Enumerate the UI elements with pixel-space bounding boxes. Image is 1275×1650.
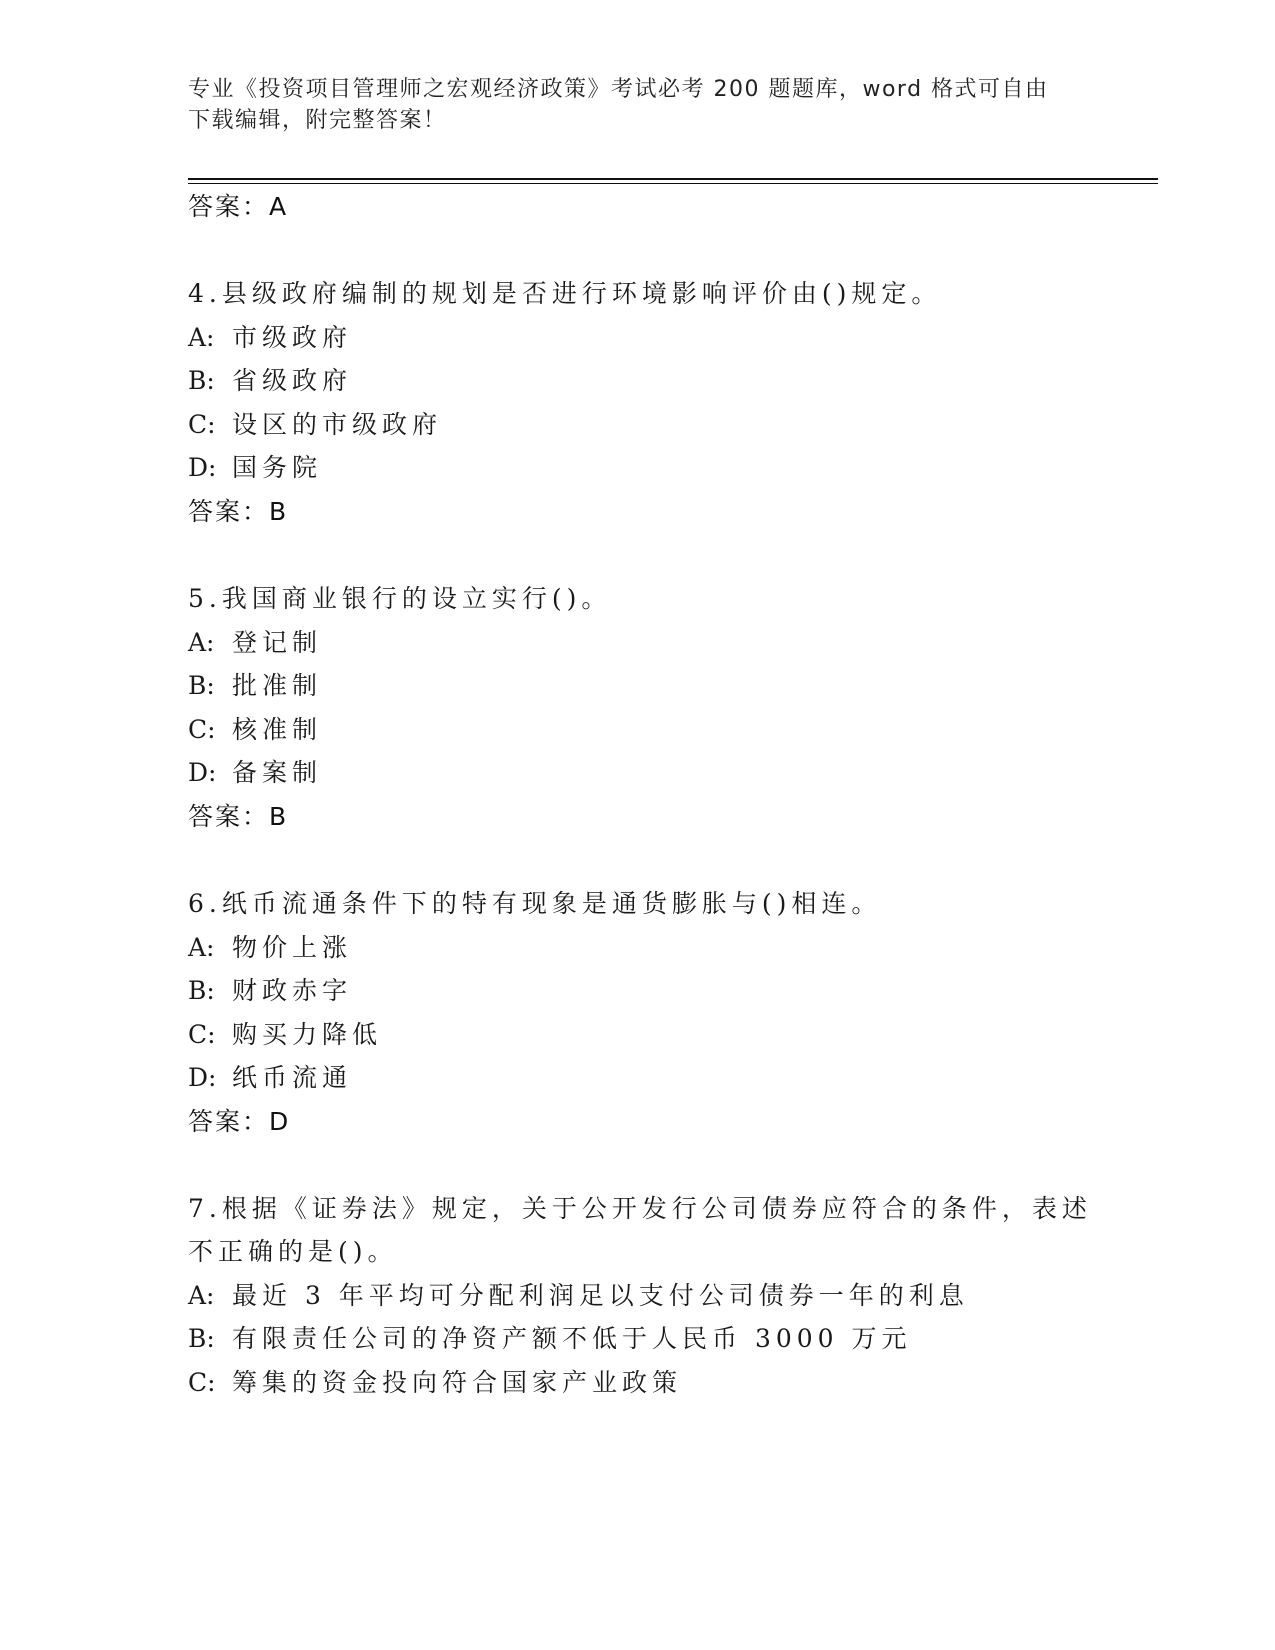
question-4-option-a: [188, 318, 352, 354]
question-4-text: 4.县级政府编制的规划是否进行环境影响评价由()规定。: [188, 279, 942, 308]
question-7-option-a: [188, 1276, 969, 1312]
option-key: D:: [188, 453, 217, 482]
option-text: 物价上涨: [232, 933, 353, 962]
option-key: A:: [188, 1281, 215, 1310]
option-key: D:: [188, 1063, 217, 1092]
option-text: 备案制: [232, 758, 323, 787]
question-5-option-a: [188, 623, 322, 659]
option-text: 筹集的资金投向符合国家产业政策: [232, 1368, 683, 1397]
option-text: 省级政府: [232, 366, 353, 395]
header-line-1: 专业《投资项目管理师之宏观经济政策》考试必考 200 题题库，word 格式可自由: [188, 77, 1049, 102]
question-7-option-c: [188, 1363, 682, 1399]
option-text: 市级政府: [232, 323, 353, 352]
option-text: 有限责任公司的净资产额不低于人民币 3000 万元: [232, 1324, 912, 1353]
option-text: 批准制: [232, 671, 323, 700]
option-key: C:: [188, 410, 216, 439]
document-header: [188, 74, 1068, 136]
option-key: B:: [188, 1324, 215, 1353]
option-key: B:: [188, 976, 215, 1005]
option-key: B:: [188, 366, 215, 395]
question-7-text-line-2: 不正确的是()。: [188, 1237, 398, 1266]
question-7-option-b: [188, 1319, 912, 1355]
question-7-text-line-1: 7.根据《证券法》规定，关于公开发行公司债券应符合的条件，表述: [188, 1194, 1092, 1223]
option-text: 购买力降低: [232, 1020, 383, 1049]
option-key: C:: [188, 1020, 216, 1049]
header-divider-thick: [188, 178, 1158, 180]
question-6-option-c: [188, 1015, 382, 1051]
option-text: 纸币流通: [232, 1063, 353, 1092]
question-6-answer: 答案：D: [188, 1107, 291, 1136]
option-key: C:: [188, 1368, 216, 1397]
option-key: B:: [188, 671, 215, 700]
question-6-option-d: [188, 1058, 352, 1094]
option-key: A:: [188, 933, 215, 962]
question-6-option-b: [188, 971, 352, 1007]
question-4-option-d: [188, 448, 322, 484]
question-5-option-c: [188, 710, 322, 746]
option-text: 最近 3 年平均可分配利润足以支付公司债券一年的利息: [232, 1281, 969, 1310]
question-5-option-b: [188, 666, 322, 702]
question-5-answer: 答案：B: [188, 802, 289, 831]
question-6-text: 6.纸币流通条件下的特有现象是通货膨胀与()相连。: [188, 889, 882, 918]
question-4-answer: 答案：B: [188, 497, 289, 526]
option-text: 财政赤字: [232, 976, 353, 1005]
option-text: 核准制: [232, 715, 323, 744]
question-4-option-b: [188, 361, 352, 397]
option-key: A:: [188, 628, 215, 657]
option-key: C:: [188, 715, 216, 744]
question-4-option-c: [188, 405, 442, 441]
header-divider-thin: [188, 183, 1158, 184]
question-5-text: 5.我国商业银行的设立实行()。: [188, 584, 612, 613]
option-key: D:: [188, 758, 217, 787]
previous-answer: 答案：A: [188, 192, 289, 221]
option-text: 登记制: [232, 628, 323, 657]
header-line-2: 下载编辑，附完整答案！: [188, 108, 447, 133]
option-key: A:: [188, 323, 215, 352]
option-text: 国务院: [232, 453, 323, 482]
option-text: 设区的市级政府: [232, 410, 443, 439]
question-5-option-d: [188, 753, 322, 789]
question-6-option-a: [188, 928, 352, 964]
